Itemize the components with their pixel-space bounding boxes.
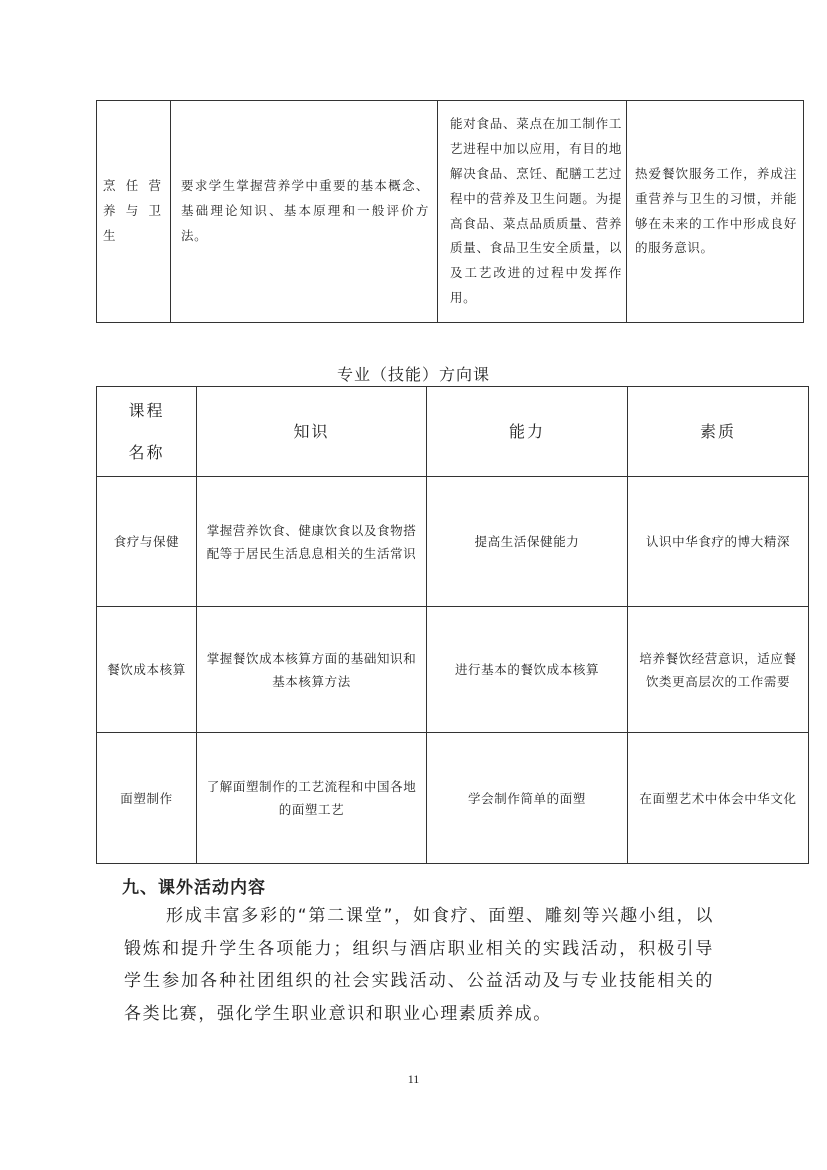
knowledge-cell: 了解面塑制作的工艺流程和中国各地的面塑工艺: [197, 733, 427, 864]
header-ability: 能力: [427, 387, 628, 477]
page-number: 11: [407, 1072, 420, 1086]
ability-cell: 能对食品、菜点在加工制作工艺进程中加以应用，有目的地解决食品、烹饪、配膳工艺过程中的营养及卫生问题。为提高食品、菜点品质质量、营养质量、食品卫生安全质量，以及工艺改进的过程中发挥作用。: [438, 101, 627, 323]
knowledge-cell: 要求学生掌握营养学中重要的基本概念、基础理论知识、基本原理和一般评价方法。: [171, 101, 438, 323]
quality-cell: 在面塑艺术中体会中华文化: [628, 733, 809, 864]
course-name-cell: 烹任营养与卫生: [97, 101, 171, 323]
header-course-line2: 名称: [128, 442, 165, 462]
table-header-row: [97, 387, 809, 477]
skill-direction-course-table: [96, 386, 809, 864]
table-caption: 专业（技能）方向课: [336, 365, 490, 384]
knowledge-cell: 掌握餐饮成本核算方面的基础知识和基本核算方法: [197, 607, 427, 733]
header-knowledge: 知识: [197, 387, 427, 477]
table-row: [97, 101, 804, 323]
course-name-cell: 面塑制作: [97, 733, 197, 864]
quality-cell: 认识中华食疗的博大精深: [628, 477, 809, 607]
header-course-name: [97, 387, 197, 477]
knowledge-cell: 掌握营养饮食、健康饮食以及食物搭配等于居民生活息息相关的生活常识: [197, 477, 427, 607]
table-row: [97, 733, 809, 864]
course-table-continuation: [96, 100, 804, 323]
quality-cell: 热爱餐饮服务工作，养成注重营养与卫生的习惯，并能够在未来的工作中形成良好的服务意识。: [627, 101, 804, 323]
ability-cell: 进行基本的餐饮成本核算: [427, 607, 628, 733]
ability-cell: 学会制作简单的面塑: [427, 733, 628, 864]
section-paragraph: 形成丰富多彩的“第二课堂”，如食疗、面塑、雕刻等兴趣小组，以锻炼和提升学生各项能力；组织与酒店职业相关的实践活动，积极引导学生参加各种社团组织的社会实践活动、公益活动及与专业技能相关的各类比赛，强化学生职业意识和职业心理素质养成。: [124, 906, 714, 1024]
course-name-cell: 食疗与保健: [97, 477, 197, 607]
quality-cell: 培养餐饮经营意识，适应餐饮类更高层次的工作需要: [628, 607, 809, 733]
ability-cell: 提高生活保健能力: [427, 477, 628, 607]
table-row: [97, 607, 809, 733]
header-quality: 素质: [628, 387, 809, 477]
course-name-cell: 餐饮成本核算: [97, 607, 197, 733]
section-heading: 九、课外活动内容: [122, 878, 266, 898]
table-row: [97, 477, 809, 607]
header-course-line1: 课程: [128, 400, 165, 420]
